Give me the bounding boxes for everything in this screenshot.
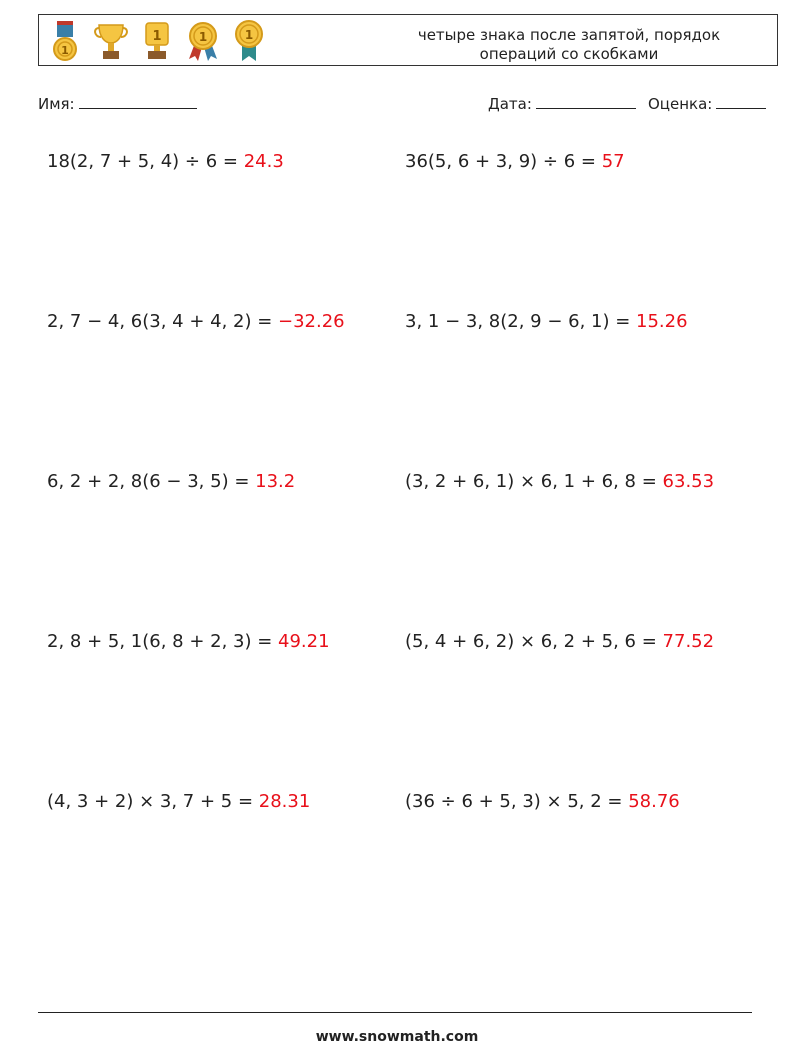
problem-expression: (5, 4 + 6, 2) × 6, 2 + 5, 6 = bbox=[405, 631, 663, 652]
svg-text:1: 1 bbox=[244, 28, 254, 42]
problem-answer: 57 bbox=[601, 151, 625, 172]
problem-expression: 18(2, 7 + 5, 4) ÷ 6 = bbox=[47, 151, 244, 172]
svg-text:1: 1 bbox=[198, 30, 208, 44]
problem-answer: 24.3 bbox=[243, 151, 284, 172]
worksheet-header bbox=[38, 14, 778, 66]
score-label: Оценка: bbox=[648, 95, 713, 113]
date-blank[interactable] bbox=[536, 94, 636, 109]
problem-answer: −32.26 bbox=[278, 311, 345, 332]
problem-expression: 36(5, 6 + 3, 9) ÷ 6 = bbox=[405, 151, 602, 172]
problem-10 bbox=[405, 791, 680, 812]
problem-8 bbox=[405, 631, 714, 652]
problem-9 bbox=[47, 791, 310, 812]
problem-expression: (36 ÷ 6 + 5, 3) × 5, 2 = bbox=[405, 791, 629, 812]
name-blank[interactable] bbox=[79, 94, 197, 109]
score-blank[interactable] bbox=[716, 94, 766, 109]
title-line-2: операций со скобками bbox=[479, 45, 659, 63]
problem-expression: (4, 3 + 2) × 3, 7 + 5 = bbox=[47, 791, 259, 812]
problem-answer: 13.2 bbox=[255, 471, 296, 492]
svg-text:1: 1 bbox=[152, 29, 162, 44]
problem-expression: 3, 1 − 3, 8(2, 9 − 6, 1) = bbox=[405, 311, 637, 332]
footer-divider bbox=[38, 1012, 752, 1013]
problem-3 bbox=[47, 311, 345, 332]
worksheet-title bbox=[389, 26, 749, 64]
problem-1 bbox=[47, 151, 284, 172]
problem-answer: 58.76 bbox=[628, 791, 680, 812]
problem-expression: 6, 2 + 2, 8(6 − 3, 5) = bbox=[47, 471, 256, 492]
problem-7 bbox=[47, 631, 330, 652]
score-field bbox=[648, 94, 766, 113]
problem-5 bbox=[47, 471, 295, 492]
award-icons bbox=[47, 19, 267, 63]
trophy-cup-icon bbox=[93, 19, 129, 63]
problem-answer: 28.31 bbox=[258, 791, 311, 812]
title-line-1: четыре знака после запятой, порядок bbox=[417, 26, 721, 44]
svg-text:1: 1 bbox=[61, 44, 69, 57]
date-field bbox=[488, 94, 636, 113]
problem-answer: 63.53 bbox=[662, 471, 715, 492]
problem-answer: 77.52 bbox=[662, 631, 715, 652]
ribbon-medal-icon bbox=[231, 19, 267, 63]
rosette-award-icon bbox=[185, 19, 221, 63]
name-field bbox=[38, 94, 197, 113]
problem-answer: 49.21 bbox=[278, 631, 330, 652]
name-label: Имя: bbox=[38, 95, 75, 113]
problem-6 bbox=[405, 471, 714, 492]
date-label: Дата: bbox=[488, 95, 532, 113]
trophy-icon bbox=[139, 19, 175, 63]
problem-4 bbox=[405, 311, 688, 332]
problem-expression: 2, 7 − 4, 6(3, 4 + 4, 2) = bbox=[47, 311, 279, 332]
medal-icon bbox=[47, 19, 83, 63]
problem-expression: 2, 8 + 5, 1(6, 8 + 2, 3) = bbox=[47, 631, 279, 652]
problem-answer: 15.26 bbox=[636, 311, 688, 332]
problem-2 bbox=[405, 151, 625, 172]
footer-url[interactable]: www.snowmath.com bbox=[315, 1029, 479, 1045]
problem-expression: (3, 2 + 6, 1) × 6, 1 + 6, 8 = bbox=[405, 471, 663, 492]
